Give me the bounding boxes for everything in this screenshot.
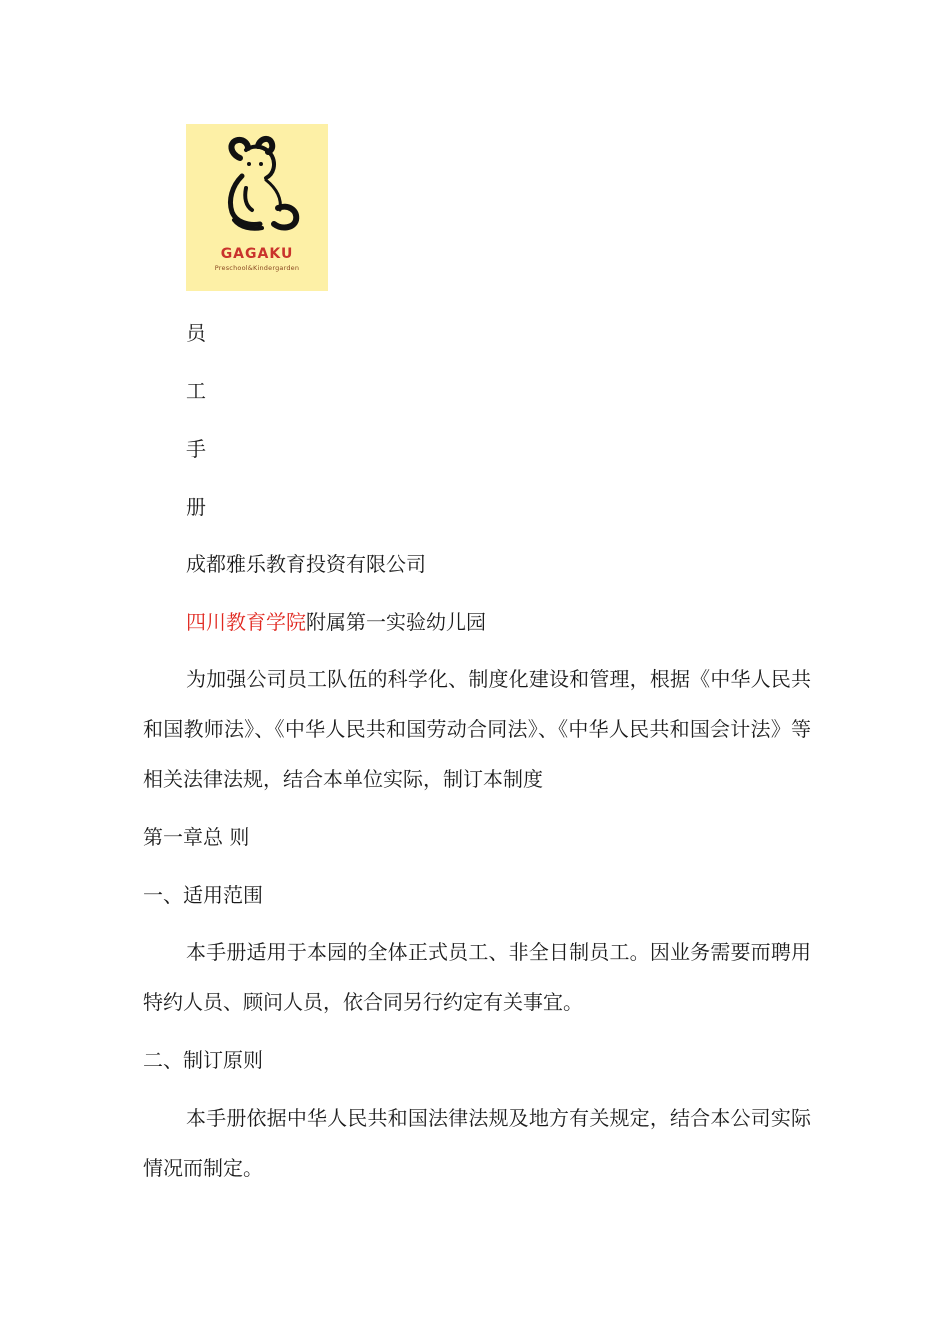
gagaku-logo <box>186 124 328 291</box>
school-name-highlight: 四川教育学院 <box>186 610 306 634</box>
title-char-3: 手 <box>186 437 206 461</box>
logo-brand-text: GAGAKU <box>220 246 294 262</box>
company-name: 成都雅乐教育投资有限公司 <box>186 552 426 576</box>
bear-icon <box>186 124 328 249</box>
chapter-heading: 第一章总 则 <box>143 825 250 849</box>
section-2-body: 本手册依据中华人民共和国法律法规及地方有关规定，结合本公司实际情况而制定。 <box>143 1106 811 1180</box>
intro-paragraph: 为加强公司员工队伍的科学化、制度化建设和管理，根据《中华人民共和国教师法》、《中华人民共和国劳动合同法》、《中华人民共和国会计法》等相关法律法规，结合本单位实际，制订本制度 <box>143 667 811 791</box>
title-char-1: 员 <box>186 321 206 345</box>
section-1-body: 本手册适用于本园的全体正式员工、非全日制员工。因业务需要而聘用特约人员、顾问人员，依合同另行约定有关事宜。 <box>143 940 811 1014</box>
title-char-4: 册 <box>186 495 206 519</box>
logo-tagline: Preschool&Kindergarden <box>214 264 300 272</box>
section-1-heading: 一、适用范围 <box>143 883 263 907</box>
section-2-heading: 二、制订原则 <box>143 1048 263 1072</box>
school-name-rest: 附属第一实验幼儿园 <box>306 610 486 634</box>
school-name <box>186 611 486 633</box>
title-char-2: 工 <box>186 379 206 403</box>
